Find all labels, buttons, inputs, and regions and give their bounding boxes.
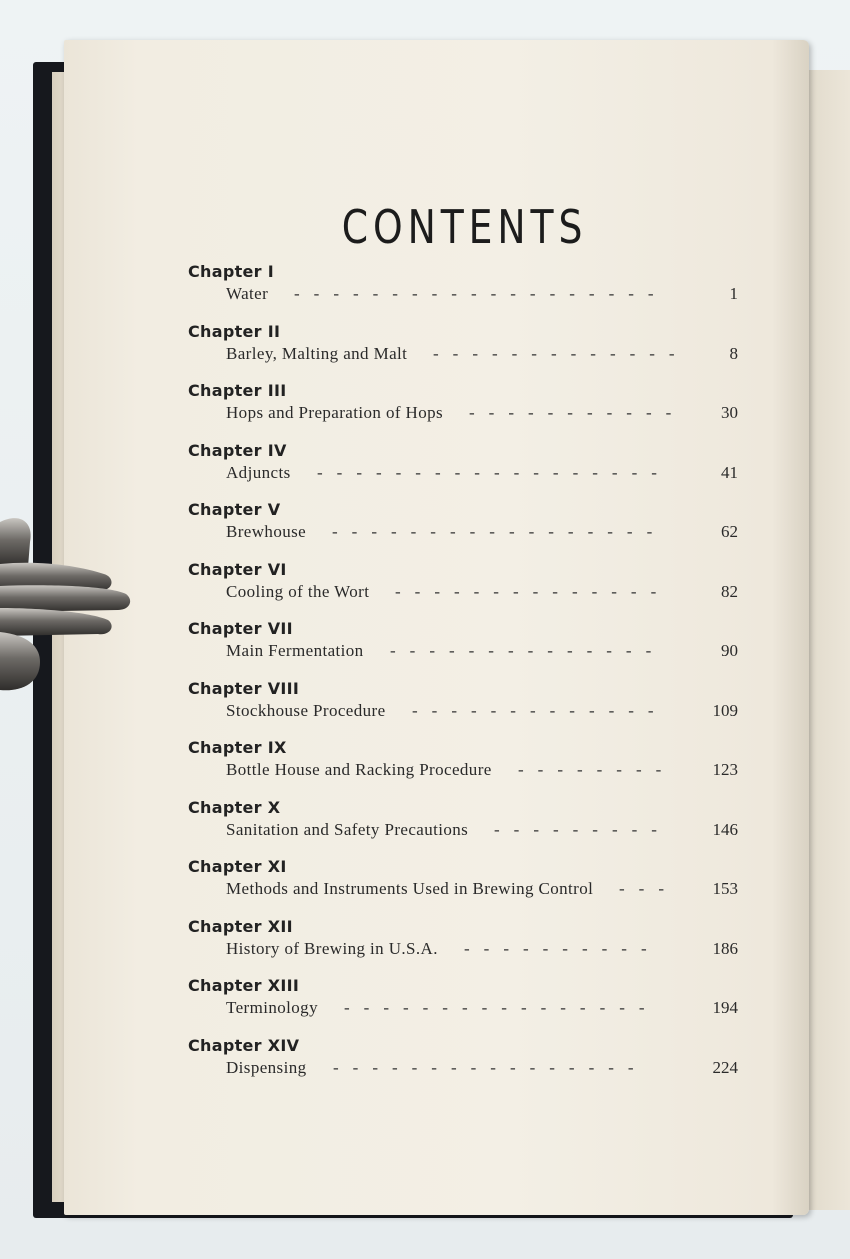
toc-entry [188,976,743,1036]
page-number: 1 [729,284,738,303]
page-number: 153 [712,879,738,898]
page-number: 146 [712,819,738,839]
chapter-label: Chapter III [188,381,287,400]
leader-dots: ------------- [433,343,689,363]
toc-entry [188,560,743,620]
toc-entry [188,619,743,679]
chapter-label: Chapter IV [188,440,287,460]
contents-heading: CONTENTS [341,200,588,254]
leader-dots: ------------------- [294,284,668,303]
page-number: 186 [712,938,738,958]
chapter-label: Chapter XIV [188,1035,300,1055]
toc-entry [188,500,743,560]
chapter-title: Brewhouse [226,522,307,541]
chapter-label: Chapter X [188,797,281,817]
chapter-label: Chapter II [188,321,281,341]
page-number: 90 [721,641,738,660]
page-number: 41 [721,462,738,482]
page-number: 123 [712,760,738,779]
leader-dots: ---------------- [333,1057,648,1077]
toc-entry [188,441,743,501]
leader-dots: ----------------- [332,522,667,541]
chapter-label: Chapter I [188,262,274,281]
chapter-label: Chapter XI [188,857,287,876]
chapter-label: Chapter XII [188,916,293,936]
chapter-title: Cooling of the Wort [226,581,370,601]
leader-dots: --- [619,879,678,898]
chapter-label: Chapter XIII [188,976,300,995]
toc-entry [188,381,743,441]
chapter-title: Adjuncts [226,462,291,482]
toc-entry [188,322,743,382]
chapter-title: Water [226,284,269,303]
chapter-title: Terminology [226,998,318,1017]
chapter-title: Dispensing [226,1057,307,1077]
chapter-label: Chapter IX [188,738,287,757]
chapter-title: Hops and Preparation of Hops [226,403,444,422]
chapter-title: Methods and Instruments Used in Brewing Control [226,879,594,898]
chapter-title: Bottle House and Racking Procedure [226,760,492,779]
leader-dots: -------- [518,760,676,779]
leader-dots: --------- [494,819,671,839]
page-number: 30 [721,403,738,422]
chapter-title: Main Fermentation [226,641,364,660]
chapter-title: Sanitation and Safety Precautions [226,819,469,839]
chapter-title: Stockhouse Procedure [226,700,386,720]
toc-entry [188,1036,743,1096]
leader-dots: ------------------ [317,462,671,482]
leader-dots: ---------- [464,938,661,958]
page-number: 8 [729,343,738,363]
page-number: 62 [721,522,738,541]
chapter-label: Chapter V [188,500,281,519]
chapter-title: Barley, Malting and Malt [226,343,408,363]
toc-entry [188,262,743,322]
leader-dots: ---------------- [344,998,659,1017]
toc-entry [188,738,743,798]
toc-entry [188,917,743,977]
page-number: 194 [712,998,738,1017]
toc-entry [188,857,743,917]
metal-book-clip [0,512,132,697]
page-number: 224 [712,1057,738,1077]
page-number: 109 [712,700,738,720]
chapter-label: Chapter VI [188,559,287,579]
table-of-contents [188,262,743,1095]
leader-dots: ----------- [469,403,686,422]
toc-entry [188,798,743,858]
chapter-label: Chapter VII [188,619,293,638]
leader-dots: -------------- [390,641,666,660]
page-number: 82 [721,581,738,601]
leader-dots: ------------- [412,700,668,720]
chapter-label: Chapter VIII [188,678,300,698]
leader-dots: -------------- [395,581,671,601]
toc-entry [188,679,743,739]
chapter-title: History of Brewing in U.S.A. [226,938,438,958]
